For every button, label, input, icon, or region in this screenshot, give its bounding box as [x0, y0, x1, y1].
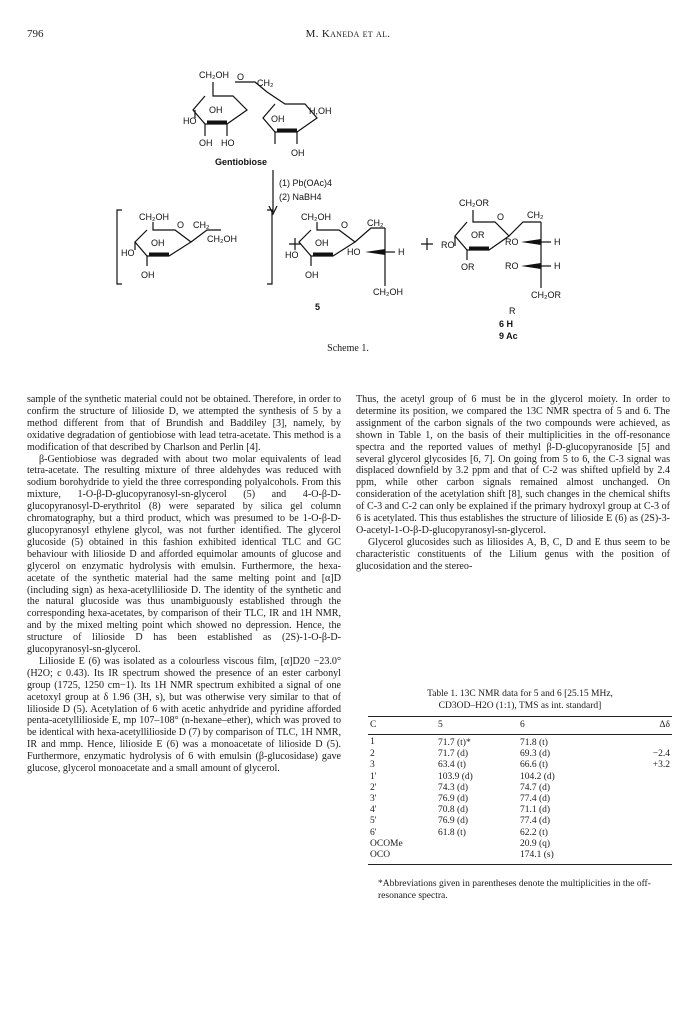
cell-delta — [600, 839, 672, 850]
cell-carbon: 1 — [370, 736, 375, 747]
cell-carbon: 3 — [370, 760, 375, 771]
table-row — [368, 828, 672, 839]
table-header-row — [368, 717, 672, 735]
cell-carbon: OCOMe — [370, 838, 403, 849]
header-carbon: C — [368, 717, 436, 735]
cell-shift-6: 71.1 (d) — [520, 805, 551, 816]
svg-text:O: O — [497, 212, 505, 222]
cell-shift-6: 77.4 (d) — [520, 816, 551, 827]
page-number: 796 — [27, 28, 44, 40]
cell-carbon: 6' — [370, 827, 377, 838]
svg-text:CH₂: CH₂ — [257, 78, 274, 88]
svg-text:CH₂OH: CH₂OH — [139, 212, 169, 222]
svg-text:O: O — [237, 72, 245, 82]
cell-delta — [600, 794, 672, 805]
svg-text:CH₂: CH₂ — [527, 210, 544, 220]
reagent-2: (2) NaBH4 — [279, 192, 322, 202]
cell-shift-5: 74.3 (d) — [438, 782, 469, 793]
cell-carbon: 2 — [370, 749, 375, 760]
cell-carbon: 1' — [370, 771, 377, 782]
svg-text:CH₂OR: CH₂OR — [459, 198, 489, 208]
table-row — [368, 760, 672, 771]
svg-text:OH: OH — [315, 238, 329, 248]
cell-delta: −2.4 — [652, 749, 670, 760]
compound-5-label: 5 — [315, 302, 321, 312]
svg-text:RO: RO — [441, 240, 455, 250]
cell-shift-5: 70.8 (d) — [438, 805, 469, 816]
scheme-caption: Scheme 1. — [327, 343, 369, 354]
left-column — [27, 394, 341, 775]
cell-delta — [600, 735, 672, 750]
svg-text:O: O — [341, 220, 349, 230]
table-title-line-2: CD3OD–H2O (1:1), TMS as int. standard] — [438, 701, 602, 711]
svg-text:H: H — [398, 247, 405, 257]
table-row — [368, 850, 672, 865]
cell-shift-5: 76.9 (d) — [438, 816, 469, 827]
header-compound-5: 5 — [436, 717, 518, 735]
cell-shift-5: 71.7 (d) — [438, 749, 469, 760]
table-row — [368, 735, 672, 750]
svg-text:OH: OH — [271, 114, 285, 124]
svg-text:OR: OR — [461, 262, 475, 272]
running-header — [0, 28, 696, 40]
table-row — [368, 816, 672, 827]
svg-text:OH: OH — [141, 270, 155, 280]
svg-text:CH₂OH: CH₂OH — [301, 212, 331, 222]
svg-text:HO: HO — [183, 116, 197, 126]
cell-shift-5: 76.9 (d) — [438, 794, 469, 805]
left-paragraph-2: β-Gentiobiose was degraded with about two molar equivalents of lead tetra-acetate. The resulting mixture of three aldehydes was reduced with sodium borohydride to yield the three corresponding polyalcohols. From this mixture, 1-O-β-D-glucopyranosyl-sn-glycerol (5) and 4-O-β-D-glucopyranosyl-D-erythritol (8) were separated by silica gel column chromatography, but a third product, which was presumed to be 1-O-β-D-glucopyranosyl ethylene glycol, was not further identified. The glycerol glucoside (5) obtained in this fashion exhibited identical TLC and GC behaviour with lilioside D and afforded equimolar amounts of glucose and glycerol on enzymatic hydrolysis with emulsin. Furthermore, the hexa-acetate of the synthetic material had the same melting point and [α]D (including sign) as hexa-acetyllilioside D. The identity of the synthetic and the natural glucoside was thus unambiguously established through the corresponding hexa-acetates, by comparison of their TLC, IR and 1H NMR, and by the mixed melting point which showed no depression. Hence, the structure of lilioside D has been established as (2S)-1-O-β-D-glucopyranosyl-sn-glycerol. — [27, 453, 341, 656]
svg-text:HO: HO — [347, 247, 361, 257]
cell-delta — [600, 805, 672, 816]
cell-carbon: 3' — [370, 794, 377, 805]
svg-text:OH: OH — [291, 148, 305, 158]
author: M. Kaneda et al. — [305, 28, 391, 40]
cell-delta — [600, 816, 672, 827]
right-paragraph-1: Thus, the acetyl group of 6 must be in the glycerol moiety. In order to determine its position, we compared the 13C NMR spectra of 5 and 6. The assignment of the carbon signals of the two compounds were achieved, as shown in Table 1, on the basis of their multiplicities in the off-resonance spectra and the reported values of methyl β-D-glucopyranoside [5] and several glycerol glycosides [6, 7]. On going from 5 to 6, the C-3 signal was displaced downfield by 3.2 ppm and that of C-2 was shifted upfield by 2.4 ppm, while other carbon signals remained almost unchanged. On consideration of the acetylation shift [8], such changes in the chemical shifts of C-3 and C-2 can only be explained if the primary hydroxyl group at C-3 of 6 is acetylated. This thus establishes the structure of lilioside E (6) as (2S)-3-O-acetyl-1-O-β-D-glucopyranosyl-sn-glycerol. — [356, 394, 670, 536]
header-compound-6: 6 — [518, 717, 600, 735]
cell-delta — [600, 828, 672, 839]
cell-carbon: 2' — [370, 782, 377, 793]
table-row — [368, 839, 672, 850]
cell-delta: +3.2 — [652, 760, 670, 771]
cell-shift-5: 61.8 (t) — [438, 827, 466, 838]
svg-text:OR: OR — [471, 230, 485, 240]
svg-text:RO: RO — [505, 261, 519, 271]
nmr-table-block — [368, 688, 672, 902]
svg-text:CH₂OH: CH₂OH — [207, 234, 237, 244]
left-paragraph-1: sample of the synthetic material could not be obtained. Therefore, in order to confirm the structure of lilioside D, we attempted the synthesis of 5 by a method different from that of Brundish and Baddiley [3], namely, by oxidative degradation of gentiobiose with lead tetra-acetate. This method is a modification of that described by Charlson and Perlin [4]. — [27, 394, 341, 453]
cell-shift-6: 69.3 (d) — [520, 749, 551, 760]
svg-text:H: H — [554, 237, 561, 247]
cell-shift-5: 63.4 (t) — [438, 760, 466, 771]
svg-text:CH₂OH: CH₂OH — [373, 287, 403, 297]
right-paragraph-2: Glycerol glucosides such as liliosides A, B, C, D and E thus seem to be characteristic constituents of the Lilium genus with the position of glucosidation and the stereo- — [356, 536, 670, 572]
cell-shift-5: 71.7 (t)* — [438, 738, 471, 748]
reagent-1: (1) Pb(OAc)4 — [279, 178, 333, 188]
svg-text:HO: HO — [221, 138, 235, 148]
left-paragraph-3: Lilioside E (6) was isolated as a colourless viscous film, [α]D20 −23.0° (H2O; c 0.43). Its IR spectrum showed the presence of an ester carbonyl group (1725, 1250 cm−1). Its 1H NMR spectrum exhibited a signal of one acetoxyl group at δ 1.96 (3H, s), but was otherwise very similar to that of lilioside D (5). Acetylation of 6 with acetic anhydride and pyridine afforded penta-acetyllilioside E, mp 107–108° (n-hexane–ether), which was proved to be identical with hexa-acetyllilioside D (7) by comparison of TLC, 1H NMR, IR and mmp. Hence, lilioside E (6) was a monoacetate of lilioside D (5). Furthermore, enzymatic hydrolysis of 6 with emulsin (β-glucosidase) gave glucose, glycerol monoacetate and a small amount of glycerol. — [27, 655, 341, 775]
cell-shift-6: 20.9 (q) — [520, 838, 551, 849]
table-title — [368, 688, 672, 712]
svg-text:OH: OH — [199, 138, 213, 148]
cell-shift-6: 71.8 (t) — [520, 738, 548, 748]
cell-shift-6: 174.1 (s) — [518, 850, 600, 865]
cell-shift-5 — [436, 839, 518, 850]
table-body — [368, 735, 672, 865]
table-row — [368, 805, 672, 816]
reaction-scheme — [95, 52, 665, 358]
table-footnote: *Abbreviations given in parentheses denote the multiplicities in the off-resonance spectra. — [378, 879, 651, 901]
cell-carbon: 4' — [370, 805, 377, 816]
cell-shift-5: 103.9 (d) — [438, 771, 473, 782]
right-column — [356, 394, 670, 573]
cell-shift-5 — [436, 850, 518, 865]
table-title-line-1: Table 1. 13C NMR data for 5 and 6 [25.15 MHz, — [427, 689, 613, 699]
cell-shift-6: 104.2 (d) — [520, 771, 555, 782]
svg-text:O: O — [177, 220, 185, 230]
r-label: R — [509, 306, 516, 316]
cell-carbon: OCO — [368, 850, 436, 865]
cell-shift-6: 66.6 (t) — [520, 760, 548, 771]
svg-text:OH: OH — [209, 105, 223, 115]
cell-shift-6: 62.2 (t) — [520, 827, 548, 838]
cell-carbon: 5' — [370, 816, 377, 827]
table-row — [368, 783, 672, 794]
nmr-table — [368, 716, 672, 865]
table-row — [368, 794, 672, 805]
cell-shift-6: 74.7 (d) — [520, 782, 551, 793]
table-row — [368, 772, 672, 783]
svg-text:H: H — [554, 261, 561, 271]
svg-text:CH₂: CH₂ — [367, 218, 384, 228]
start-compound-name: Gentiobiose — [215, 157, 268, 167]
cell-delta — [600, 772, 672, 783]
svg-text:RO: RO — [505, 237, 519, 247]
cell-delta — [600, 850, 672, 865]
svg-text:CH₂OH: CH₂OH — [199, 70, 229, 80]
svg-text:OH: OH — [151, 238, 165, 248]
svg-text:HO: HO — [285, 250, 299, 260]
cell-shift-6: 77.4 (d) — [520, 794, 551, 805]
svg-text:CH₂: CH₂ — [193, 220, 210, 230]
svg-text:H,OH: H,OH — [309, 106, 332, 116]
header-delta: Δδ — [600, 717, 672, 735]
svg-text:HO: HO — [121, 248, 135, 258]
r-6-label: 6 H — [499, 319, 514, 329]
svg-text:OH: OH — [305, 270, 319, 280]
scheme-drawing — [95, 52, 665, 358]
svg-text:CH₂OR: CH₂OR — [531, 290, 561, 300]
table-row — [368, 749, 672, 760]
cell-delta — [600, 783, 672, 794]
r-9-label: 9 Ac — [499, 331, 518, 341]
